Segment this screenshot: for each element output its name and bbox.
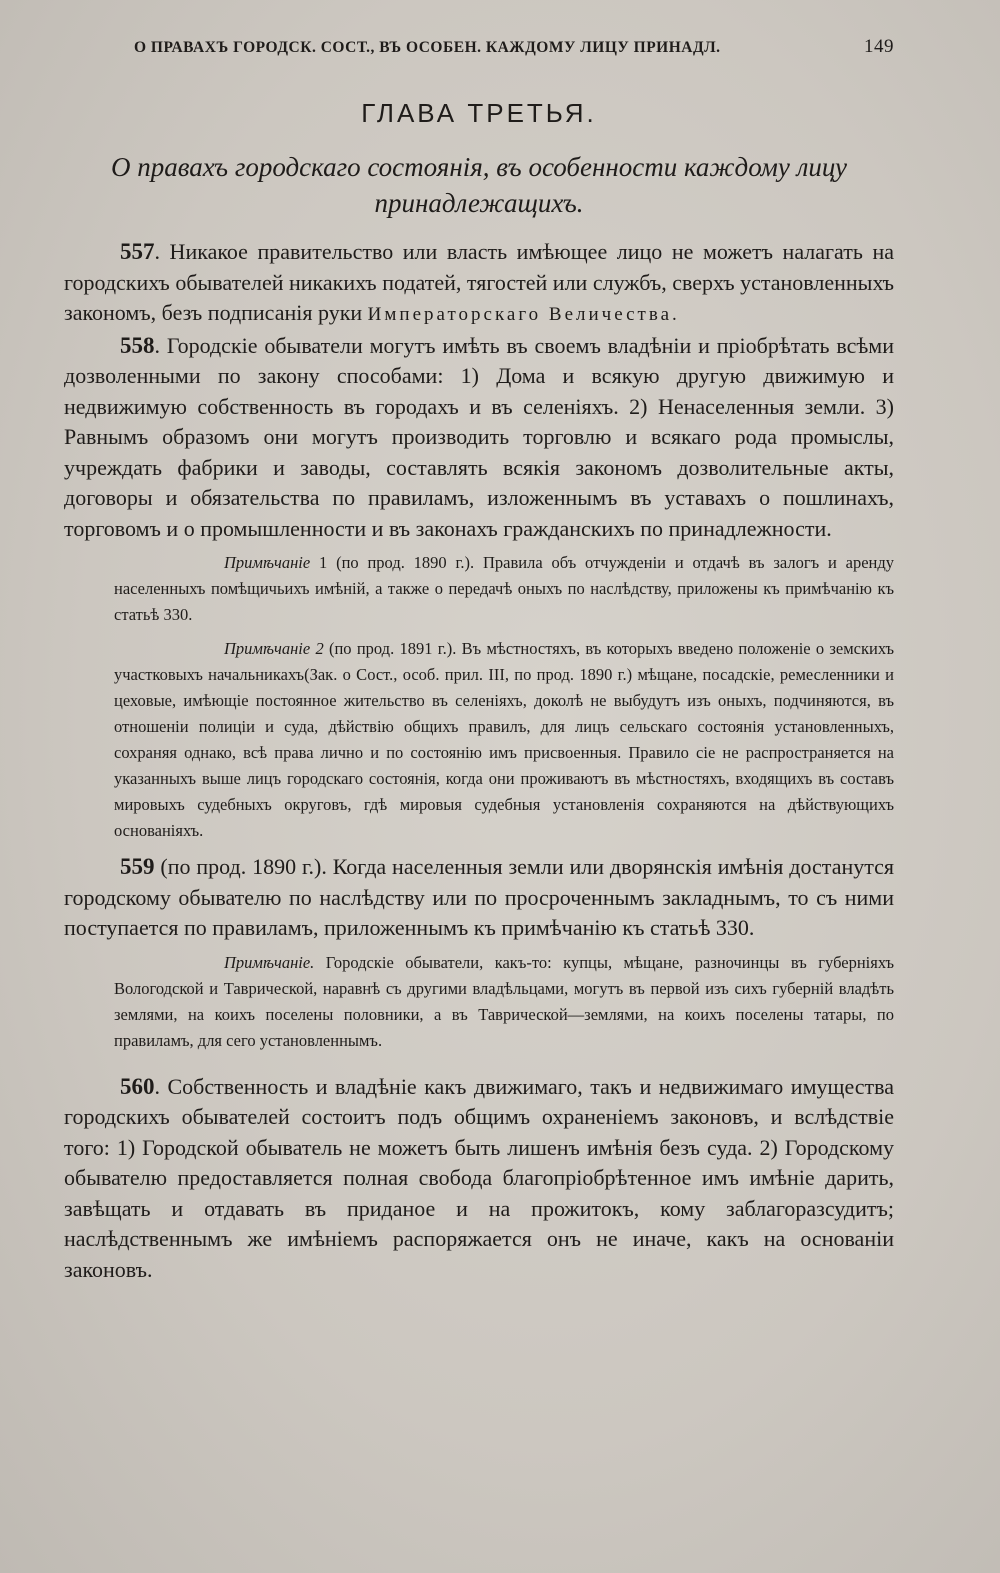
article-number: 557: [120, 239, 155, 264]
article-560: [64, 1072, 894, 1286]
note-text: Городскіе обыватели, какъ-то: купцы, мѣщане, разночинцы въ губерніяхъ Вологодской и Таврической, наравнѣ съ другими владѣльцами, могутъ въ первой изъ сихъ губерній владѣть землями, на коихъ поселены половники, а въ Таврической—землями, на коихъ поселены татары, по правиламъ, для сего установленнымъ.: [114, 952, 894, 1050]
chapter-subtitle: О правахъ городскаго состоянія, въ особенности каждому лицу принадлежащихъ.: [110, 152, 848, 218]
note-label: Примѣчаніе: [224, 553, 311, 572]
note-label: Примѣчаніе.: [224, 952, 315, 972]
article-text: . Никакое правительство или власть имѣющее лицо не можетъ налагать на городскихъ обывателей никакихъ податей, тягостей или службъ, сверхъ установленныхъ закономъ, безъ подписанія руки: [64, 239, 894, 325]
page-number: 149: [864, 36, 894, 57]
running-title: О ПРАВАХЪ ГОРОДСК. СОСТ., ВЪ ОСОБЕН. КАЖДОМУ ЛИЦУ ПРИНАДЛ.: [134, 39, 721, 56]
note-text: 1 (по прод. 1890 г.). Правила объ отчужденіи и отдачѣ въ залогъ и аренду населенныхъ помѣщичьихъ имѣній, а также о передачѣ оныхъ по наслѣдству, приложены къ примѣчанію къ статьѣ 330.: [114, 553, 894, 624]
article-text: (по прод. 1890 г.). Когда населенныя земли или дворянскія имѣнія достанутся городскому обывателю по наслѣдству или по просроченнымъ закладнымъ, то съ ними поступается по правиламъ, приложеннымъ къ примѣчанію къ статьѣ 330.: [64, 854, 894, 940]
note-label: Примѣчаніе 2: [224, 639, 324, 658]
article-text: . Городскіе обыватели могутъ имѣть въ своемъ владѣніи и пріобрѣтать всѣми дозволенными по закону способами: 1) Дома и всякую другую движимую и недвижимую собственность въ городахъ и въ селеніяхъ. 2) Ненаселенныя земли. 3) Равнымъ образомъ они могутъ производить торговлю и всякаго рода промыслы, учреждать фабрики и заводы, составлять всякія закономъ дозволительные акты, договоры и обязательства по правиламъ, изложеннымъ въ уставахъ о пошлинахъ, торговомъ и о промышленности и въ законахъ гражданскихъ по принадлежности.: [64, 332, 894, 541]
running-header: [64, 36, 894, 58]
article-number: 559: [120, 854, 155, 879]
article-557: [64, 237, 894, 331]
article-559: [64, 852, 894, 944]
chapter-title: ГЛАВА ТРЕТЬЯ.: [361, 98, 597, 128]
note-559: [114, 950, 894, 1054]
article-558: [64, 331, 894, 545]
note-558-1: [114, 550, 894, 628]
article-text: . Собственность и владѣніе какъ движимаго, такъ и недвижимаго имущества городскихъ обывателей состоитъ подъ общимъ охраненіемъ законовъ, и вслѣдствіе того: 1) Городской обыватель не можетъ быть лишенъ имѣнія безъ суда. 2) Городскому обывателю предоставляется полная свобода благопріобрѣтенное имъ имѣніе дарить, завѣщать и отдавать въ приданое и на прожитокъ, кому заблагоразсудитъ; наслѣдственнымъ же имѣніемъ распоряжается онъ не иначе, какъ на основаніи законовъ.: [64, 1073, 894, 1282]
majesty-smallcaps: Императорскаго Величества.: [367, 304, 680, 325]
note-558-2: [114, 636, 894, 844]
note-text: (по прод. 1891 г.). Въ мѣстностяхъ, въ которыхъ введено положеніе о земскихъ участковыхъ начальникахъ(Зак. о Сост., особ. прил. III, по прод. 1890 г.) мѣщане, посадскіе, ремесленники и цеховые, имѣющіе постоянное жительство въ селеніяхъ, доколѣ не выбудутъ изъ оныхъ, подчиняются, въ отношеніи полиціи и суда, дѣйствію общихъ правилъ, для лицъ сельскаго состоянія установленныхъ, сохраняя однако, всѣ права лично и по состоянію имъ присвоенныя. Правило сіе не распространяется на указанныхъ выше лицъ городскаго состоянія, когда они проживаютъ въ мѣстностяхъ, входящихъ въ составъ мировыхъ судебныхъ округовъ, гдѣ мировыя судебныя установленія сохраняются на дѣйствующихъ основаніяхъ.: [114, 639, 895, 840]
article-number: 558: [120, 332, 155, 358]
article-number: 560: [120, 1073, 155, 1099]
